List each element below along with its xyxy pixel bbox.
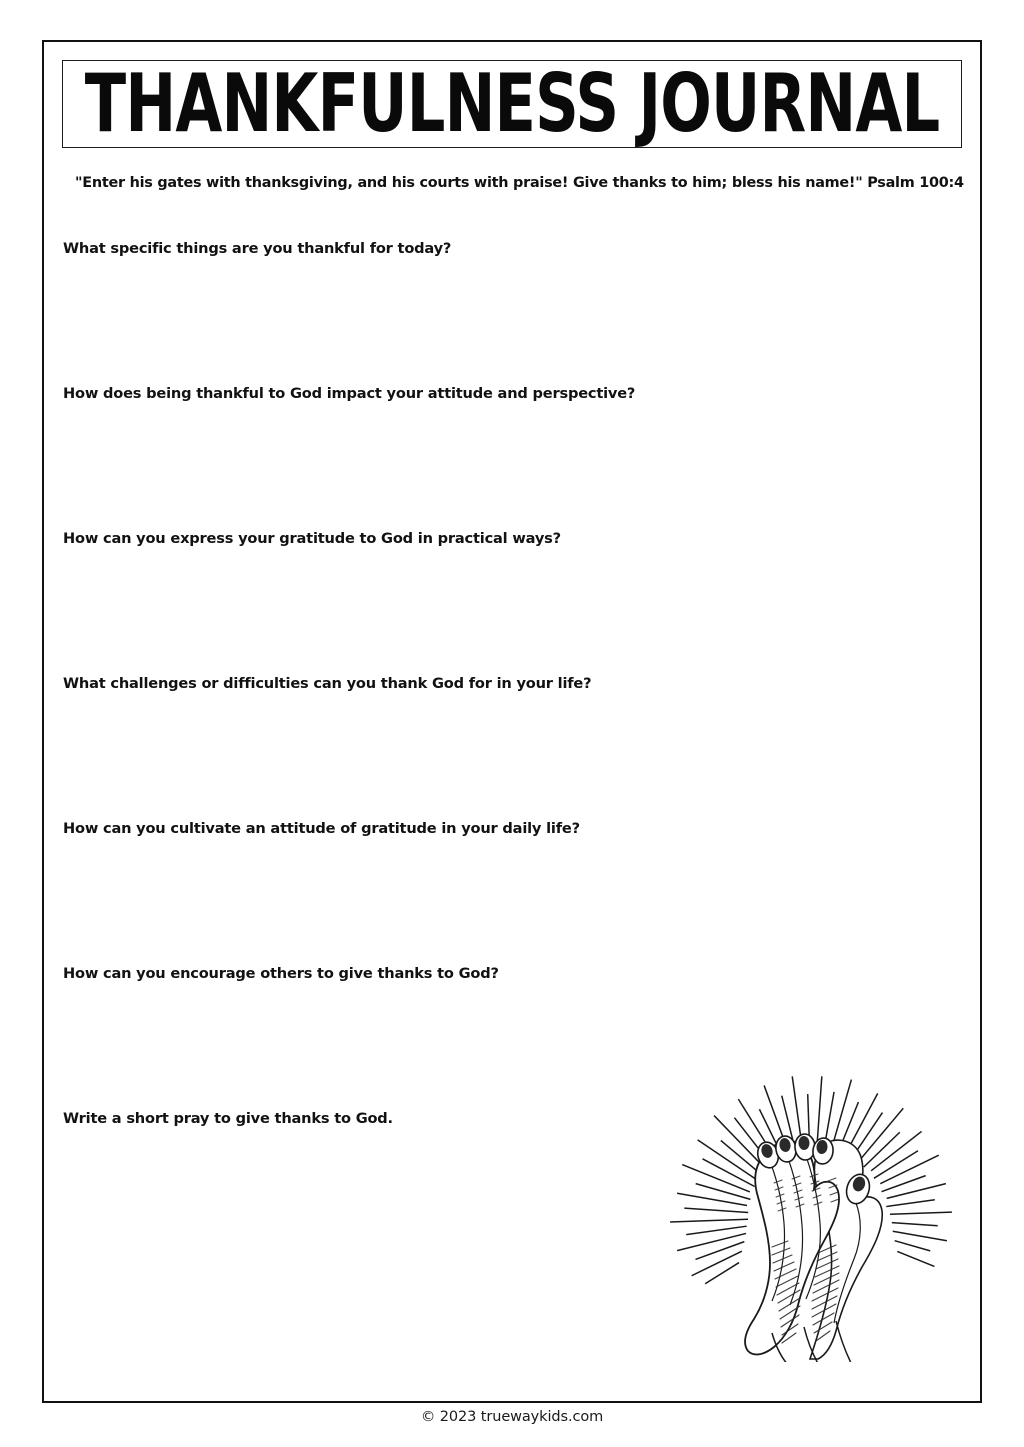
copyright-footer: © 2023 truewaykids.com xyxy=(420,1409,604,1425)
bible-verse: "Enter his gates with thanksgiving, and his courts with praise! Give thanks to him; bless his name!" Psalm 100:4 xyxy=(75,175,964,191)
question-prompt: What challenges or difficulties can you thank God for in your life? xyxy=(63,675,592,692)
question-prompt: What specific things are you thankful for today? xyxy=(63,240,452,257)
answer-writing-area[interactable] xyxy=(63,411,953,521)
title-box xyxy=(62,60,962,148)
question-prompt: Write a short pray to give thanks to God. xyxy=(63,1110,393,1127)
question-block xyxy=(63,385,953,530)
praying-hands-icon xyxy=(662,1027,962,1362)
worksheet-page xyxy=(42,40,982,1403)
question-prompt: How can you encourage others to give thanks to God? xyxy=(63,965,499,982)
question-block xyxy=(63,530,953,675)
answer-writing-area[interactable] xyxy=(63,266,953,376)
question-prompt: How does being thankful to God impact your attitude and perspective? xyxy=(63,385,636,402)
question-block xyxy=(63,240,953,385)
question-block xyxy=(63,675,953,820)
page-title: THANKFULNESS JOURNAL xyxy=(84,60,940,148)
question-prompt: How can you cultivate an attitude of gratitude in your daily life? xyxy=(63,820,580,837)
answer-writing-area[interactable] xyxy=(63,701,953,811)
question-prompt: How can you express your gratitude to God in practical ways? xyxy=(63,530,561,547)
answer-writing-area[interactable] xyxy=(63,846,953,956)
question-block xyxy=(63,820,953,965)
answer-writing-area[interactable] xyxy=(63,556,953,666)
